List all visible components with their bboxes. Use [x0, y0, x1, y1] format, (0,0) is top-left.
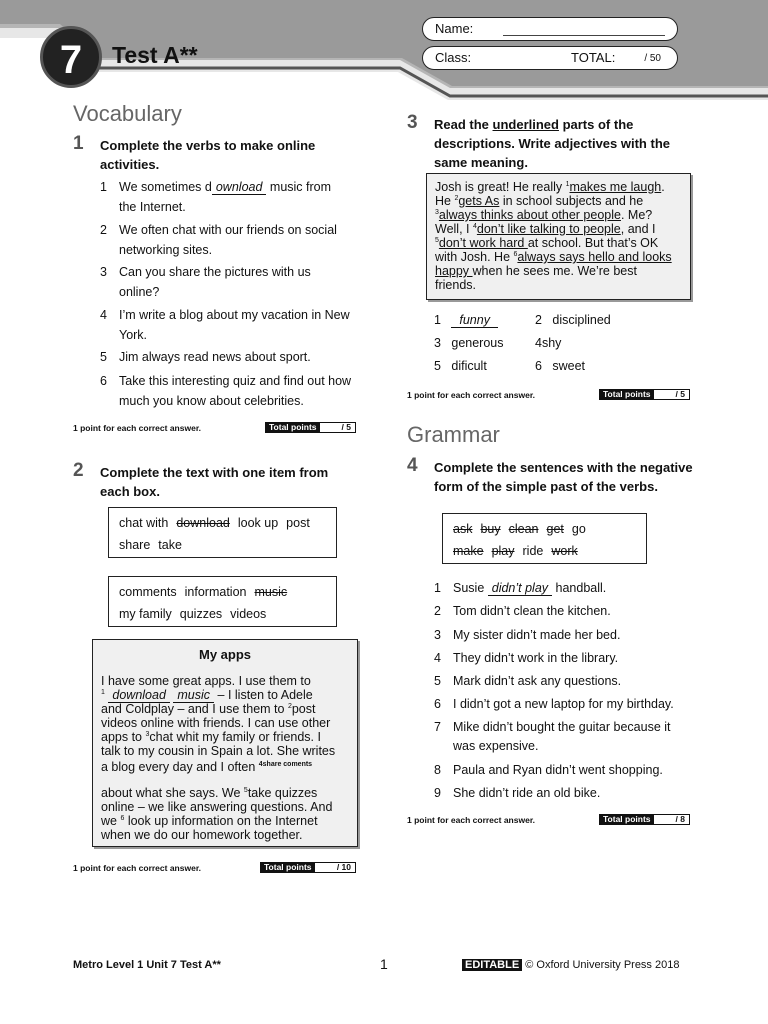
class-total-field[interactable] — [422, 46, 678, 70]
name-field[interactable] — [422, 17, 678, 41]
q1-number: 1 — [73, 133, 84, 154]
q3-number: 3 — [407, 112, 418, 133]
answer-blank[interactable]: didn’t play — [488, 581, 552, 596]
name-label: Name: — [435, 21, 474, 36]
q2-total-points: Total points / 10 — [260, 862, 356, 873]
my-apps-title: My apps — [198, 647, 251, 662]
q2-number: 2 — [73, 460, 84, 481]
footer-copyright: EDITABLE © Oxford University Press 2018 — [462, 959, 679, 971]
q3-answer-2: 2 disciplined — [535, 313, 611, 327]
q4-total-points: Total points / 8 — [599, 814, 690, 825]
page-number: 1 — [380, 956, 388, 972]
name-line — [503, 35, 665, 36]
q3-answer-6: 6 sweet — [535, 359, 586, 373]
q1-points-note: 1 point for each correct answer. — [73, 423, 202, 433]
q1-total-points: Total points / 5 — [265, 422, 356, 433]
q4-points-note: 1 point for each correct answer. — [407, 815, 536, 825]
answer-blank[interactable]: funny — [451, 313, 498, 328]
total-label: TOTAL: — [571, 50, 616, 65]
josh-description-box: Josh is great! He really $^1$makes me laugh. He $^2$gets As in school subjects and he $^3$always thinks about other people. Me? Well, I $^4$don’t like talking to people, and I $^5$don’t work hard at school. But that’s OK with Josh. He $^6$always says hello and looks happy when he sees me. We’re best friends. — [426, 173, 691, 300]
editable-badge: EDITABLE — [462, 959, 522, 971]
answer-blank[interactable]: download — [108, 688, 170, 703]
answer-blank[interactable]: ownload — [212, 180, 267, 195]
q3-answer-1: 1 funny — [434, 313, 498, 327]
test-title: Test A** — [112, 42, 198, 68]
q3-answer-4: 4shy — [535, 336, 562, 350]
q4-verb-box: ask buy clean get go make play ride work — [442, 513, 647, 564]
q4-number: 4 — [407, 455, 418, 476]
grammar-heading: Grammar — [407, 422, 500, 447]
total-value: / 50 — [644, 53, 661, 64]
q3-answer-3: 3 generous — [434, 336, 504, 350]
answer-blank[interactable]: music — [173, 688, 214, 703]
unit-number-badge: 7 — [40, 26, 102, 88]
q2-word-box-2: comments information music my family quizzes videos — [108, 576, 337, 627]
my-apps-text-box: My apps I have some great apps. I use them to $^1$ download music – I listen to Adele and Coldplay – and I use them to $^2$post videos online with friends. I can use other apps to $^3$chat whit my family or friends. I talk to my cousin in Spain a lot. She writes a blog every day and I often $^{4share coments}$ about what she says. We $^5$take quizzes online – we like answering questions. And we $^6$ look up information on the Internet when we do our homework together. — [92, 639, 358, 847]
q2-instruction: Complete the text with one item from each box. — [100, 465, 329, 499]
q3-instruction: Read the underlined parts of the descriptions. Write adjectives with the same meaning. — [434, 117, 670, 170]
q2-points-note: 1 point for each correct answer. — [73, 863, 202, 873]
vocabulary-heading: Vocabulary — [73, 101, 182, 126]
footer-course-info: Metro Level 1 Unit 7 Test A** — [73, 959, 221, 971]
q1-instruction: Complete the verbs to make online activities. — [100, 138, 316, 172]
q3-answer-5: 5 dificult — [434, 359, 487, 373]
q4-instruction: Complete the sentences with the negative form of the simple past of the verbs. — [434, 460, 693, 494]
class-label: Class: — [435, 50, 472, 65]
q3-total-points: Total points / 5 — [599, 389, 690, 400]
q2-word-box-1: chat with download look up post share take — [108, 507, 337, 558]
q3-points-note: 1 point for each correct answer. — [407, 390, 536, 400]
